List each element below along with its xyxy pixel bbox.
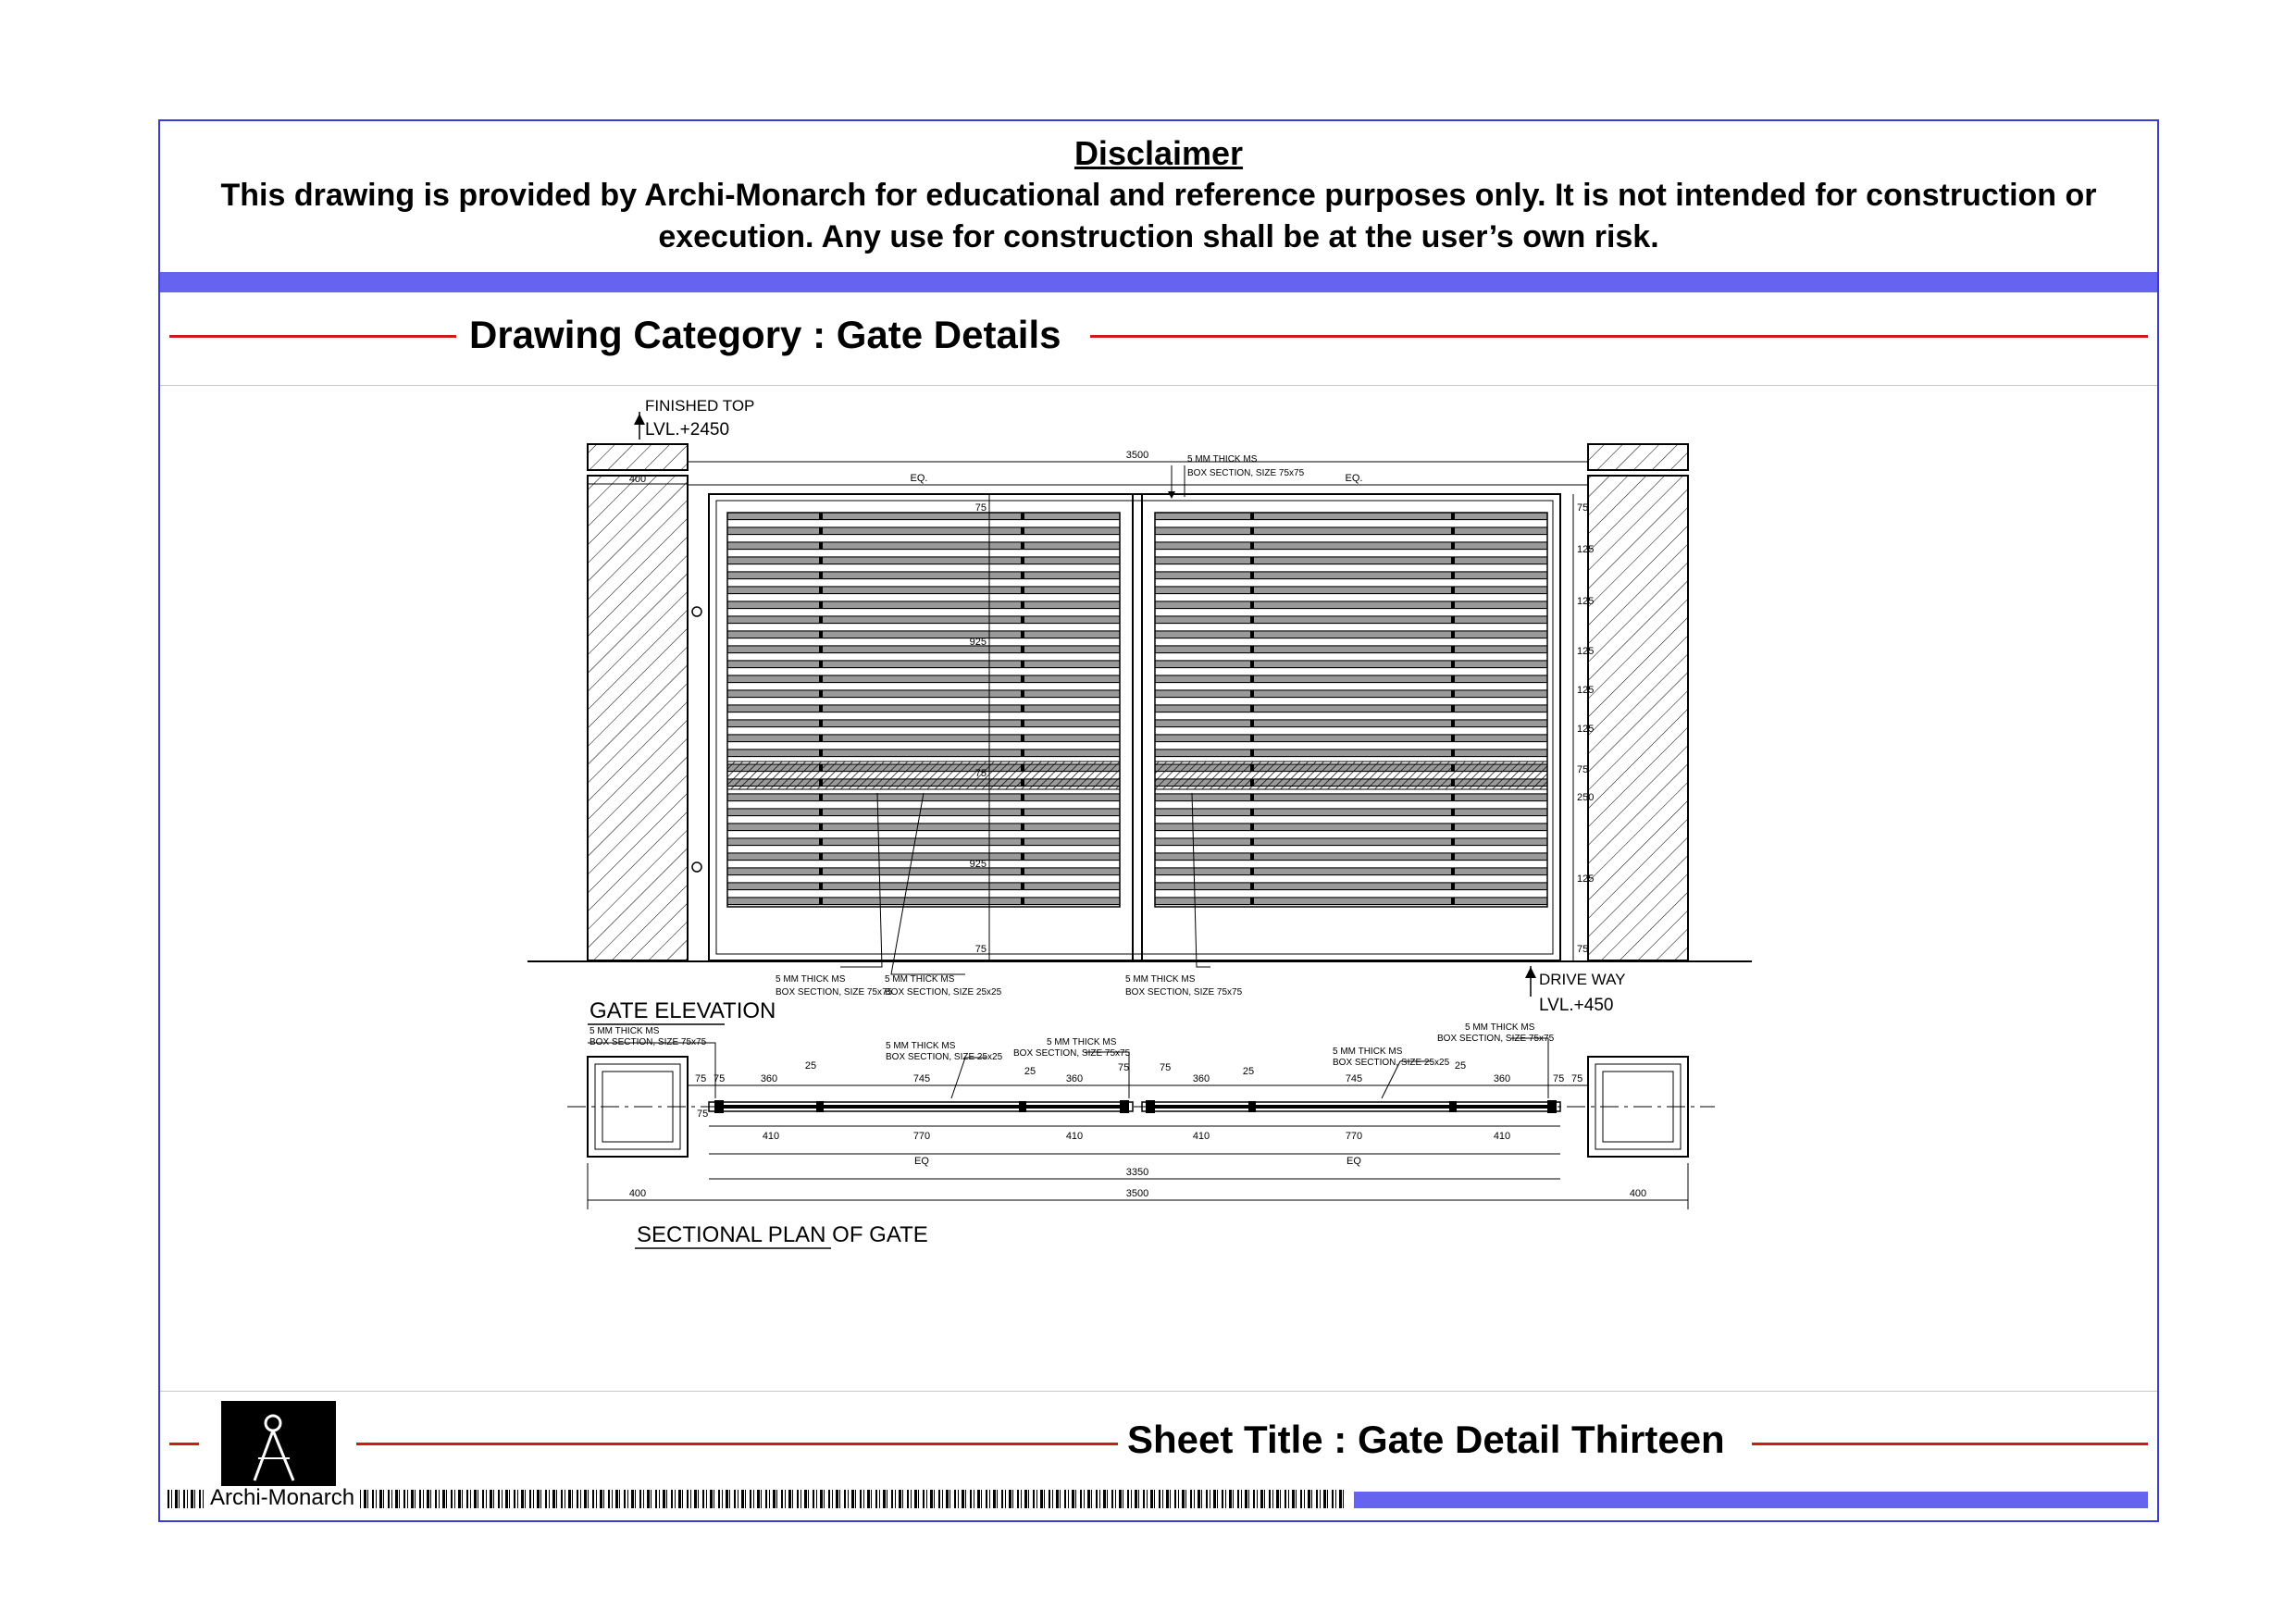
- disclaimer-text: This drawing is provided by Archi-Monarch for educational and reference purposes only. It is not intended for construction or execution. Any use for construction shall be at the user’s own risk.: [220, 178, 2097, 254]
- pnote-b2: BOX SECTION, SIZE 25x25: [886, 1052, 1003, 1062]
- pdim-3350: 3350: [1125, 1167, 1149, 1178]
- pdim-400-right: 400: [1629, 1188, 1647, 1199]
- pdim-75-d: 75: [1160, 1062, 1172, 1073]
- note3-line1: 5 MM THICK MS: [1125, 974, 1196, 985]
- pdim-360-a: 360: [760, 1073, 778, 1084]
- pnote-e2: BOX SECTION, SIZE 75x75: [1437, 1034, 1555, 1044]
- rdim-125-d: 125: [1577, 685, 1595, 696]
- rdim-125-c: 125: [1577, 646, 1595, 657]
- top-note-line2: BOX SECTION, SIZE 75x75: [1187, 468, 1305, 478]
- sheet-title: Sheet Title : Gate Detail Thirteen: [1127, 1418, 1725, 1461]
- note1-line1: 5 MM THICK MS: [776, 974, 846, 985]
- compass-icon: [221, 1401, 336, 1490]
- pdim-75-side: 75: [697, 1109, 709, 1120]
- pdim-360-d: 360: [1493, 1073, 1511, 1084]
- dim-lower-925: 925: [969, 859, 987, 870]
- eq-dim-left: EQ.: [910, 473, 928, 484]
- pdim-eq-a: EQ: [914, 1156, 929, 1167]
- dim-top-75: 75: [974, 502, 987, 514]
- pdim-25-c: 25: [1242, 1066, 1255, 1077]
- pnote-c2: BOX SECTION, SIZE 75x75: [1013, 1048, 1131, 1059]
- pdim-75-f: 75: [1571, 1073, 1583, 1084]
- pdim-75-c: 75: [1118, 1062, 1130, 1073]
- pdim-410-c: 410: [1192, 1131, 1210, 1142]
- pdim-400-left: 400: [628, 1188, 647, 1199]
- pnote-d2: BOX SECTION, SIZE 25x25: [1333, 1058, 1450, 1068]
- pdim-25-b: 25: [1024, 1066, 1036, 1077]
- footer-rule-middle: [356, 1443, 1118, 1445]
- rdim-75-bottom: 75: [1577, 944, 1589, 955]
- pdim-3500: 3500: [1125, 1188, 1149, 1199]
- pnote-d1: 5 MM THICK MS: [1333, 1047, 1403, 1057]
- category-rule-left: [169, 335, 456, 338]
- drive-way-label: DRIVE WAY: [1539, 971, 1626, 988]
- pdim-770-b: 770: [1345, 1131, 1363, 1142]
- elevation-title: GATE ELEVATION: [590, 998, 776, 1023]
- dim-upper-925: 925: [969, 637, 987, 648]
- header-band: [160, 272, 2157, 292]
- rdim-125-b: 125: [1577, 596, 1595, 607]
- right-pillar: [1588, 444, 1688, 960]
- pdim-745-a: 745: [912, 1073, 931, 1084]
- pdim-410-d: 410: [1493, 1131, 1511, 1142]
- top-note-line1: 5 MM THICK MS: [1187, 454, 1258, 465]
- plan-title: SECTIONAL PLAN OF GATE: [637, 1222, 928, 1247]
- pdim-75-b: 75: [714, 1073, 726, 1084]
- rdim-250: 250: [1577, 792, 1595, 803]
- eq-dim-right: EQ.: [1345, 473, 1363, 484]
- pnote-a1: 5 MM THICK MS: [590, 1026, 660, 1036]
- dim-bottom-75: 75: [974, 944, 987, 955]
- footer-row: [160, 1391, 2157, 1523]
- pdim-745-b: 745: [1345, 1073, 1363, 1084]
- note1-line2: BOX SECTION, SIZE 75x75: [776, 987, 893, 997]
- category-row: [160, 292, 2157, 386]
- finished-top-level: LVL.+2450: [645, 420, 730, 440]
- category-rule-right: [1090, 335, 2148, 338]
- pdim-410-b: 410: [1065, 1131, 1084, 1142]
- pnote-c1: 5 MM THICK MS: [1047, 1037, 1117, 1047]
- pdim-25-d: 25: [1454, 1060, 1467, 1072]
- brand-name: Archi-Monarch: [206, 1486, 358, 1510]
- footer-rule-left: [169, 1443, 199, 1445]
- pdim-75-e: 75: [1553, 1073, 1565, 1084]
- pnote-e1: 5 MM THICK MS: [1465, 1022, 1535, 1033]
- footer-band: [1354, 1492, 2148, 1508]
- left-pillar: [588, 444, 688, 960]
- pillar-width-left: 400: [628, 474, 647, 485]
- disclaimer-title: Disclaimer: [1074, 134, 1244, 172]
- dim-mid-75: 75: [974, 768, 987, 779]
- overall-width-dim: 3500: [1125, 450, 1149, 461]
- rdim-125-f: 125: [1577, 873, 1595, 885]
- note2-line2: BOX SECTION, SIZE 25x25: [885, 987, 1002, 997]
- pnote-a2: BOX SECTION, SIZE 75x75: [590, 1037, 707, 1047]
- drive-way-level: LVL.+450: [1539, 996, 1614, 1015]
- pdim-75-a: 75: [695, 1073, 707, 1084]
- archi-monarch-logo: [221, 1401, 336, 1490]
- pdim-410-a: 410: [762, 1131, 780, 1142]
- footer-rule-right: [1752, 1443, 2148, 1445]
- rdim-125-e: 125: [1577, 724, 1595, 735]
- rdim-75-mid: 75: [1577, 764, 1589, 775]
- gate-elevation: [527, 397, 1752, 1024]
- hinge-lower: [692, 862, 701, 872]
- rdim-75-top: 75: [1577, 502, 1589, 514]
- hinge-upper: [692, 607, 701, 616]
- right-leaf: [1155, 513, 1547, 907]
- drawing-sheet: [158, 119, 2159, 1522]
- rdim-125-a: 125: [1577, 544, 1595, 555]
- pdim-360-b: 360: [1065, 1073, 1084, 1084]
- gate-drawing: [160, 386, 2157, 1390]
- pnote-b1: 5 MM THICK MS: [886, 1041, 956, 1051]
- note2-line1: 5 MM THICK MS: [885, 974, 955, 985]
- note3-line2: BOX SECTION, SIZE 75x75: [1125, 987, 1243, 997]
- pdim-eq-b: EQ: [1347, 1156, 1361, 1167]
- finished-top-label: FINISHED TOP: [645, 397, 755, 415]
- left-leaf: [727, 513, 1120, 907]
- drawing-category: Drawing Category : Gate Details: [469, 313, 1061, 356]
- pdim-360-c: 360: [1192, 1073, 1210, 1084]
- sectional-plan: [567, 1022, 1715, 1248]
- pdim-25-a: 25: [804, 1060, 817, 1072]
- pdim-770-a: 770: [912, 1131, 931, 1142]
